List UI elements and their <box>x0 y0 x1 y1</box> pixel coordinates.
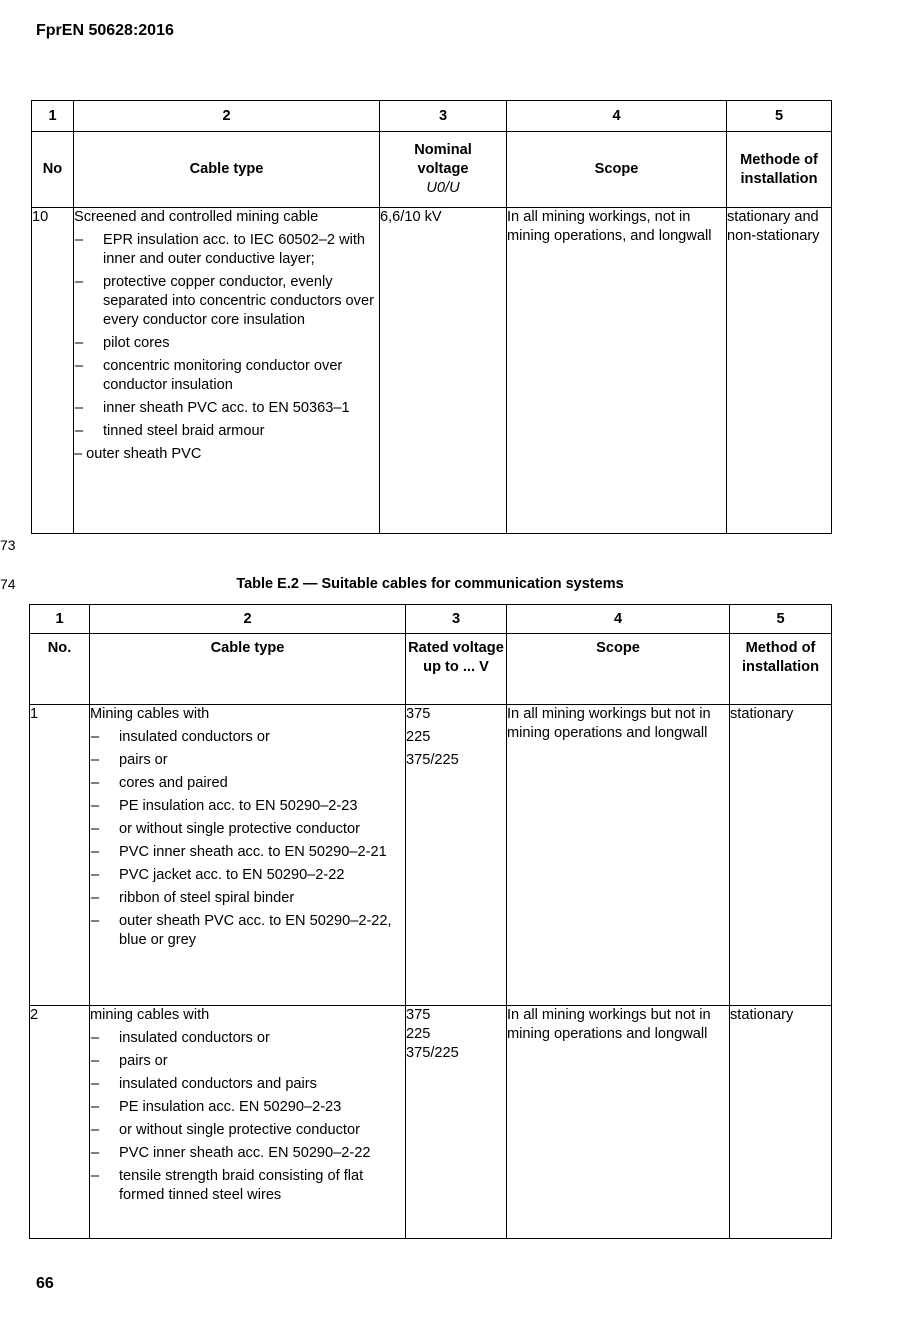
list-item: – insulated conductors and pairs <box>91 1076 317 1092</box>
cable-feature-list <box>90 1029 405 1205</box>
col-number: 2 <box>90 605 406 634</box>
list-item: – PVC inner sheath acc. to EN 50290–2-21 <box>91 844 387 860</box>
list-item: – concentric monitoring conductor over conductor insulation <box>75 358 343 393</box>
col-number: 4 <box>507 101 727 132</box>
header-voltage-line1: Nominal <box>414 142 472 158</box>
list-item: – PVC jacket acc. to EN 50290–2-22 <box>91 867 345 883</box>
header-method: Method of installation <box>730 634 832 705</box>
line-number: 73 <box>0 537 16 553</box>
table-row <box>30 1006 832 1239</box>
header-row <box>32 132 832 208</box>
method-cell: stationary <box>730 1006 832 1239</box>
header-voltage-symbol: U0/U <box>426 180 460 196</box>
header-scope: Scope <box>507 634 730 705</box>
voltage-value: 225 <box>406 729 431 745</box>
list-item: – inner sheath PVC acc. to EN 50363–1 <box>75 400 350 416</box>
col-number: 3 <box>406 605 507 634</box>
line-number: 74 <box>0 576 16 592</box>
column-number-row <box>30 605 832 634</box>
header-method: Methode of installation <box>727 132 832 208</box>
header-rated-voltage: Rated voltage up to ... V <box>406 634 507 705</box>
cable-type-cell <box>90 1006 406 1239</box>
col-number: 4 <box>507 605 730 634</box>
page-number: 66 <box>36 1275 54 1292</box>
list-item: – protective copper conductor, evenly separated into concentric conductors over every conductor core insulation <box>75 274 374 328</box>
row-number: 1 <box>30 705 90 1006</box>
col-number: 5 <box>730 605 832 634</box>
voltage-value: 375 <box>406 1007 431 1023</box>
voltage-value: 375/225 <box>406 752 459 768</box>
column-number-row <box>32 101 832 132</box>
voltage-cell: 6,6/10 kV <box>380 208 507 534</box>
list-item: – pairs or <box>91 752 168 768</box>
list-item: – or without single protective conductor <box>91 1122 360 1138</box>
list-item: – tinned steel braid armour <box>75 423 265 439</box>
list-item: – PVC inner sheath acc. EN 50290–2-22 <box>91 1145 371 1161</box>
cable-feature-list <box>74 231 379 441</box>
header-no: No. <box>30 634 90 705</box>
list-item-plain: – outer sheath PVC <box>74 446 202 462</box>
cable-type-title: Screened and controlled mining cable <box>74 209 319 225</box>
cable-type-title: mining cables with <box>90 1007 210 1023</box>
cable-table-continued <box>31 100 832 534</box>
cable-feature-list <box>90 728 405 950</box>
document-header: FprEN 50628:2016 <box>36 22 174 39</box>
col-number: 2 <box>74 101 380 132</box>
list-item: – ribbon of steel spiral binder <box>91 890 295 906</box>
table-caption: Table E.2 — Suitable cables for communication systems <box>236 576 624 592</box>
voltage-cell <box>406 705 507 1006</box>
list-item: – insulated conductors or <box>91 729 270 745</box>
col-number: 1 <box>30 605 90 634</box>
scope-cell: In all mining workings but not in mining operations and longwall <box>507 1006 730 1239</box>
scope-cell: In all mining workings but not in mining operations and longwall <box>507 705 730 1006</box>
list-item: – cores and paired <box>91 775 228 791</box>
voltage-value: 375 <box>406 706 431 722</box>
list-item: – or without single protective conductor <box>91 821 360 837</box>
cable-type-cell <box>90 705 406 1006</box>
header-voltage-line2: voltage <box>417 161 469 177</box>
header-row <box>30 634 832 705</box>
method-cell: stationary <box>730 705 832 1006</box>
list-item: – insulated conductors or <box>91 1030 270 1046</box>
list-item: – pairs or <box>91 1053 168 1069</box>
table-row <box>30 705 832 1006</box>
col-number: 3 <box>380 101 507 132</box>
table-row <box>32 208 832 534</box>
scope-cell: In all mining workings, not in mining operations, and longwall <box>507 208 727 534</box>
header-scope: Scope <box>507 132 727 208</box>
list-item: – tensile strength braid consisting of flat formed tinned steel wires <box>91 1168 364 1203</box>
cable-type-cell <box>74 208 380 534</box>
method-cell: stationary and non-stationary <box>727 208 832 534</box>
col-number: 5 <box>727 101 832 132</box>
list-item: – pilot cores <box>75 335 170 351</box>
list-item: – PE insulation acc. to EN 50290–2-23 <box>91 798 358 814</box>
header-cable-type: Cable type <box>90 634 406 705</box>
row-number: 2 <box>30 1006 90 1239</box>
header-cable-type: Cable type <box>74 132 380 208</box>
list-item: – PE insulation acc. EN 50290–2-23 <box>91 1099 342 1115</box>
row-number: 10 <box>32 208 74 534</box>
voltage-value: 375/225 <box>406 1045 459 1061</box>
voltage-value: 225 <box>406 1026 431 1042</box>
cable-type-title: Mining cables with <box>90 706 210 722</box>
communication-cable-table <box>29 604 832 1239</box>
header-no: No <box>32 132 74 208</box>
col-number: 1 <box>32 101 74 132</box>
voltage-cell <box>406 1006 507 1239</box>
header-nominal-voltage <box>380 132 507 208</box>
list-item: – EPR insulation acc. to IEC 60502–2 with inner and outer conductive layer; <box>75 232 366 267</box>
list-item: – outer sheath PVC acc. to EN 50290–2-22, blue or grey <box>91 913 392 948</box>
